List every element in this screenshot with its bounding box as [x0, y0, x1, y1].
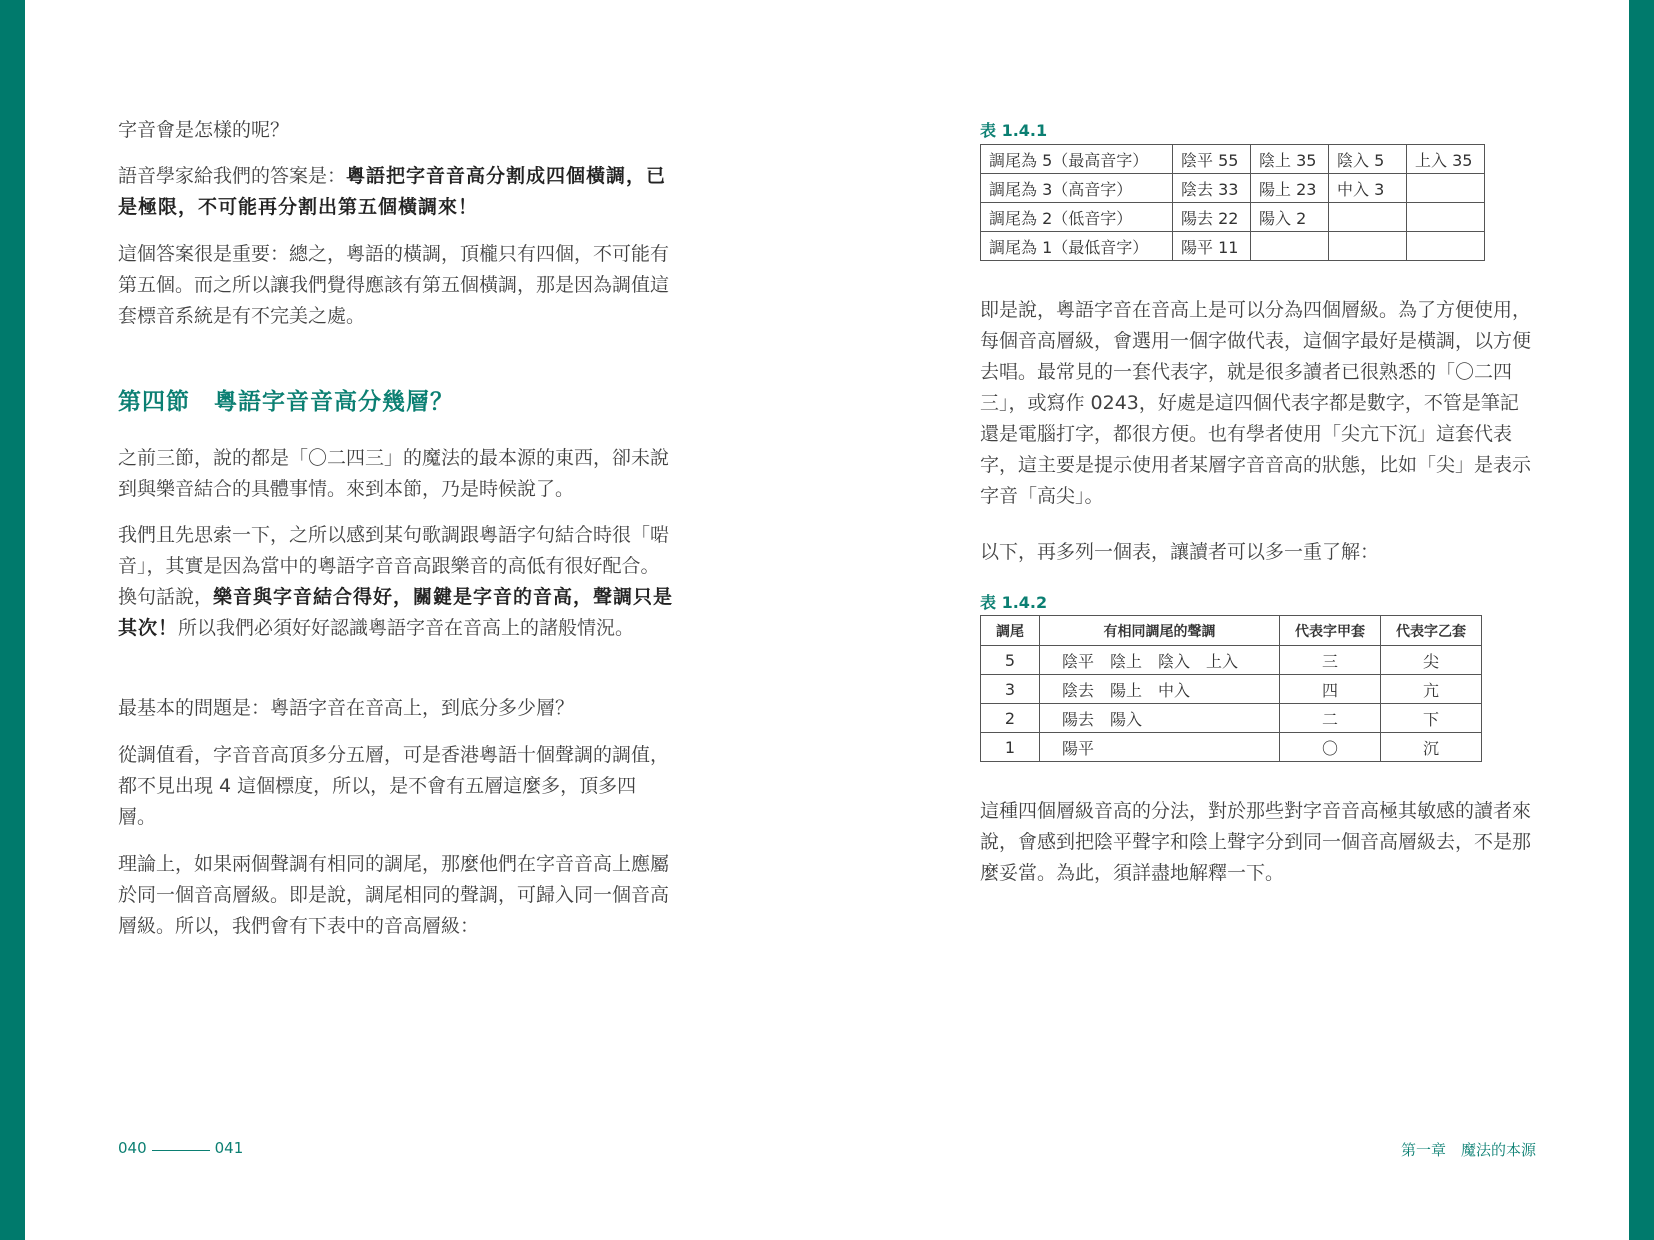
paragraph: 以下，再多列一個表，讓讀者可以多一重了解：: [980, 541, 1380, 563]
paragraph: [118, 161, 674, 223]
table-cell: 下: [1381, 704, 1482, 733]
paragraph: 之前三節，說的都是「〇二四三」的魔法的最本源的東西，卻未說到與樂音結合的具體事情。來到本節，乃是時候說了。: [118, 447, 670, 500]
table-row: [981, 733, 1482, 762]
table-cell: [1407, 203, 1485, 232]
table-header: 調尾: [981, 616, 1040, 646]
table-cell: 陽去 陽入: [1040, 704, 1280, 733]
table-row: [981, 675, 1482, 704]
table-cell: 調尾為 2（低音字）: [981, 203, 1173, 232]
table-cell: 陰去 陽上 中入: [1040, 675, 1280, 704]
table-cell: 尖: [1381, 646, 1482, 675]
table-cell: 2: [981, 704, 1040, 733]
paragraph: 這種四個層級音高的分法，對於那些對字音音高極其敏感的讀者來說，會感到把陰平聲字和陰上聲字分到同一個音高層級去，不是那麼妥當。為此，須詳盡地解釋一下。: [980, 800, 1532, 884]
paragraph: 從調值看，字音音高頂多分五層，可是香港粵語十個聲調的調值，都不見出現 4 這個標度，所以，是不會有五層這麼多，頂多四層。: [118, 744, 670, 828]
table-cell: 四: [1280, 675, 1381, 704]
page-numbers: [118, 1139, 243, 1157]
table-cell: 陰平 陰上 陰入 上入: [1040, 646, 1280, 675]
table-cell: [1407, 174, 1485, 203]
right-edge-band: [1629, 0, 1654, 1240]
paragraph-text: 所以我們必須好好認識粵語字音在音高上的諸般情況。: [178, 617, 635, 639]
table-cell: 沉: [1381, 733, 1482, 762]
page-number-left: 040: [118, 1139, 147, 1157]
emphasis-text: 樂音與字音結合得好，關鍵是字音的音高，聲調只是其次！: [118, 586, 674, 639]
table-cell: [1407, 232, 1485, 261]
emphasis-text: 粵語把字音音高分割成四個橫調，已是極限，不可能再分割出第五個橫調來！: [118, 165, 667, 218]
paragraph: 字音會是怎樣的呢？: [118, 119, 290, 141]
table-cell: 陰去 33: [1173, 174, 1251, 203]
paragraph-text: 語音學家給我們的答案是：: [118, 165, 347, 187]
table-cell: [1251, 232, 1329, 261]
table-header: 代表字甲套: [1280, 616, 1381, 646]
table-cell: 陽入 2: [1251, 203, 1329, 232]
table-cell: 陰上 35: [1251, 145, 1329, 174]
table-1-4-2: [980, 615, 1482, 762]
section-title: 第四節 粵語字音音高分幾層？: [118, 389, 454, 415]
table-cell: [1329, 232, 1407, 261]
table-cell: 陽上 23: [1251, 174, 1329, 203]
table-row: [981, 145, 1485, 174]
table-cell: 1: [981, 733, 1040, 762]
page-number-right: 041: [214, 1139, 244, 1157]
table-cell: 陰入 5: [1329, 145, 1407, 174]
chapter-running-head: 第一章 魔法的本源: [1400, 1141, 1536, 1159]
paragraph: 這個答案很是重要：總之，粵語的橫調，頂櫳只有四個，不可能有第五個。而之所以讓我們覺得應該有第五個橫調，那是因為調值這套標音系統是有不完美之處。: [118, 243, 670, 327]
table-header: 有相同調尾的聲調: [1040, 616, 1280, 646]
page-number-divider: [152, 1150, 210, 1151]
table-row: [981, 174, 1485, 203]
table-cell: 二: [1280, 704, 1381, 733]
table-cell: 5: [981, 646, 1040, 675]
table-row: [981, 704, 1482, 733]
table-cell: 調尾為 3（高音字）: [981, 174, 1173, 203]
table-cell: 陰平 55: [1173, 145, 1251, 174]
table-header: 代表字乙套: [1381, 616, 1482, 646]
table-cell: 亢: [1381, 675, 1482, 704]
table-header-row: [981, 616, 1482, 646]
table-cell: 三: [1280, 646, 1381, 675]
table-cell: 陽平: [1040, 733, 1280, 762]
table-caption: 表 1.4.1: [980, 121, 1048, 140]
table-cell: 調尾為 5（最高音字）: [981, 145, 1173, 174]
table-row: [981, 646, 1482, 675]
table-cell: 中入 3: [1329, 174, 1407, 203]
paragraph: 最基本的問題是：粵語字音在音高上，到底分多少層？: [118, 697, 575, 719]
table-1-4-1: [980, 144, 1485, 261]
table-cell: 上入 35: [1407, 145, 1485, 174]
paragraph: [118, 520, 674, 644]
paragraph-text: 我們且先思索一下，之所以感到某句歌調跟粵語字句結合時很「啱音」，其實是因為當中的粵語字音音高跟樂音的高低有很好配合。換句話說，: [118, 524, 670, 608]
table-cell: 調尾為 1（最低音字）: [981, 232, 1173, 261]
table-cell: [1329, 203, 1407, 232]
table-cell: 3: [981, 675, 1040, 704]
table-cell: 陽平 11: [1173, 232, 1251, 261]
paragraph: 即是說，粵語字音在音高上是可以分為四個層級。為了方便使用，每個音高層級，會選用一個字做代表，這個字最好是橫調，以方便去唱。最常見的一套代表字，就是很多讀者已很熟悉的「〇二四三」，或寫作 0243，好處是這四個代表字都是數字，不管是筆記還是電腦打字，都很方便。也有學者使用「尖亢下沉」這套代表字，這主要是提示使用者某層字音音高的狀態，比如「尖」是表示字音「高尖」。: [980, 299, 1532, 507]
left-edge-band: [0, 0, 25, 1240]
table-caption: 表 1.4.2: [980, 593, 1048, 612]
table-row: [981, 203, 1485, 232]
table-row: [981, 232, 1485, 261]
table-cell: 陽去 22: [1173, 203, 1251, 232]
paragraph: 理論上，如果兩個聲調有相同的調尾，那麼他們在字音音高上應屬於同一個音高層級。即是說，調尾相同的聲調，可歸入同一個音高層級。所以，我們會有下表中的音高層級：: [118, 853, 670, 937]
table-cell: 〇: [1280, 733, 1381, 762]
